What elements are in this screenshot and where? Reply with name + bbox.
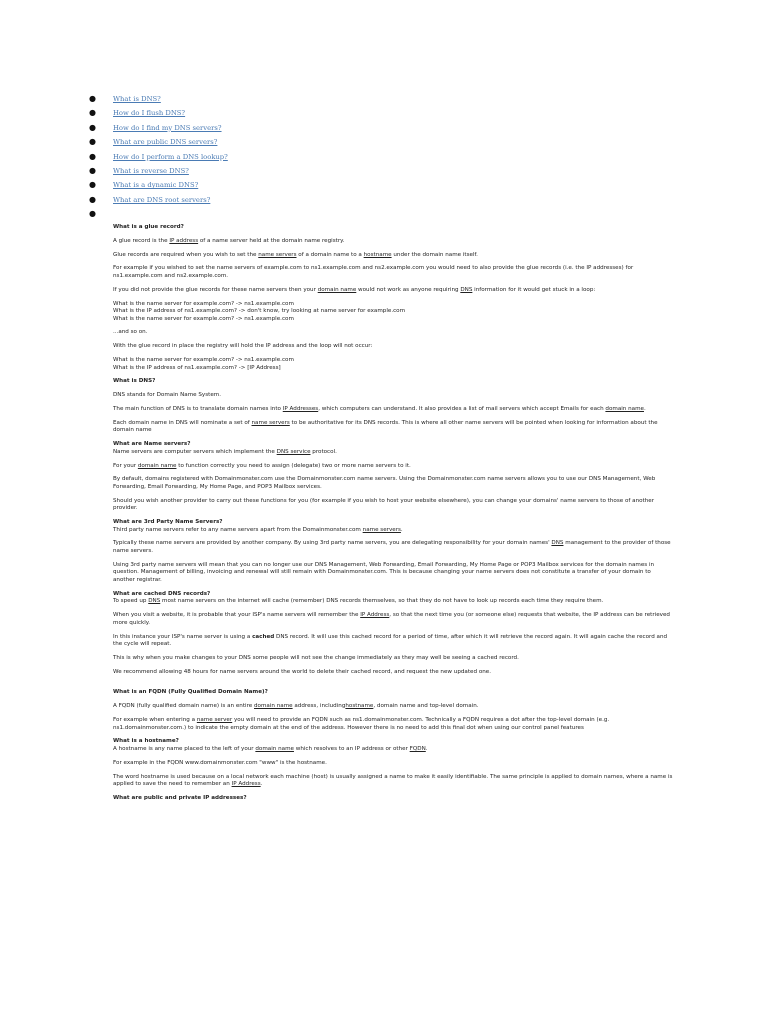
bullet-icon: ● [89,165,96,175]
link-ip-address[interactable]: IP Address [231,781,261,788]
paragraph [113,634,673,649]
text: A glue record is the [113,237,170,244]
bullet-icon: ● [89,94,96,103]
toc-item [86,150,228,164]
toc-item [86,92,228,106]
paragraph: ...and so on. [113,329,148,336]
text: What is the IP address of ns1.example.com? -> [IP Address] [113,364,281,371]
bullet-icon: ● [89,108,96,118]
paragraph: With the glue record in place the registry will hold the IP address and the loop will not occur: [113,343,373,350]
toc-item [86,106,228,120]
toc-link-root-servers[interactable]: What are DNS root servers? [113,195,211,204]
paragraph: Using 3rd party name servers will mean that you can no longer use our DNS Management, Web Forwarding, Email Forwarding, My Home Page or POP3 Mailbox services for the domain names in question. Management of billing, invoicing and renewal will still remain with Domainmonster.com. This is because changing your name servers does not constitute a transfer of your domain to another registrar. [113,561,655,583]
paragraph [113,463,673,471]
heading-public-private-ip: What are public and private IP addresses? [113,794,247,801]
paragraph [113,527,673,535]
paragraph: This is why when you make changes to your DNS some people will not see the change immediately as they may well be seeing a cached record. [113,654,519,661]
toc-item [86,135,228,149]
text: management to the provider of those name servers. [113,540,671,554]
text: . [260,781,263,788]
text: If you did not provide the glue records for these name servers then your [113,286,318,293]
bullet-icon: ● [89,194,96,204]
text: What is the name server for example.com? -> ns1.example.com [113,357,294,364]
toc-item [86,178,228,192]
resolved-example [113,357,673,372]
link-hostname[interactable]: hostname [345,703,374,710]
link-dns[interactable]: DNS [551,540,564,547]
link-domain-name[interactable]: domain name [317,286,357,293]
paragraph: DNS stands for Domain Name System. [113,392,222,399]
text: Glue records are required when you wish to set the [113,251,259,258]
text: The word hostname is used because on a local network each machine (host) is usually assigned a name to make it easily identifiable. The same principle is applied to domain names, where a name is applied to save the need to remember an [113,773,673,788]
text: Third party name servers refer to any name servers apart from the Domainmonster.com [113,526,363,533]
paragraph [113,287,673,295]
heading-cached-dns-records: What are cached DNS records? [113,590,211,597]
link-domain-name[interactable]: domain name [137,462,177,469]
text: , which computers can understand. It also provides a list of mail servers which accept Emails for each [318,405,606,412]
toc-link-what-is-dns[interactable]: What is DNS? [113,95,161,103]
paragraph [113,612,673,627]
link-hostname[interactable]: hostname [363,251,392,258]
bullet-icon: ● [89,209,96,219]
link-ip-address[interactable]: IP Address [360,612,390,619]
text: , so that the next time you (or someone else) requests that website, the IP address can be retrieved more quickly. [113,612,670,626]
toc-link-find-dns-servers[interactable]: How do I find my DNS servers? [113,123,222,132]
link-domain-name[interactable]: domain name [605,405,644,412]
toc-link-public-dns[interactable]: What are public DNS servers? [113,138,218,147]
text: What is the name server for example.com? -> ns1.example.com [113,300,294,307]
loop-example [113,301,673,324]
text: For your [113,462,138,469]
link-ip-address[interactable]: IP address [169,237,199,244]
bold-cached: cached [252,633,275,640]
toc-item [86,207,228,221]
text: under the domain name itself. [391,251,478,258]
link-dns[interactable]: DNS [460,286,473,293]
paragraph: We recommend allowing 48 hours for name servers around the world to delete their cached record, and request the new updated one. [113,668,492,675]
text: would not work as anyone requiring [356,286,461,293]
toc-item [86,164,228,178]
text: information for it would get stuck in a loop: [472,286,596,293]
text: of a name server held at the domain name registry. [198,237,345,244]
link-domain-name[interactable]: domain name [255,745,294,752]
text: . [425,745,428,752]
bullet-icon: ● [89,180,96,190]
toc-link-dns-lookup[interactable]: How do I perform a DNS lookup? [113,152,228,161]
article-content [113,224,673,809]
paragraph: For example in the FQDN www.domainmonster.com "www" is the hostname. [113,759,327,766]
link-name-servers[interactable]: name servers [251,419,290,426]
bullet-icon: ● [89,137,96,147]
heading-what-is-dns: What is DNS? [113,378,156,385]
bullet-icon: ● [89,151,96,161]
text: A hostname is any name placed to the left of your [113,745,256,752]
text: Typically these name servers are provided by another company. By using 3rd party name servers, you are delegating responsibility for your domain names' [113,540,552,547]
paragraph [113,252,673,260]
link-dns[interactable]: DNS [148,598,161,605]
paragraph [113,406,673,414]
text: address, including [292,703,346,710]
text: What is the name server for example.com? -> ns1.example.com [113,315,294,322]
link-dns-service[interactable]: DNS service [276,448,311,455]
paragraph: By default, domains registered with Domainmonster.com use the Domainmonster.com name servers. Using the Domainmonster.com name servers allows you to use our DNS Management, Web Forwarding, Email Forwarding, My Home Page, and POP3 Mailbox services. [113,476,656,490]
bullet-icon: ● [89,122,96,132]
paragraph [113,774,673,789]
text: . [400,526,403,533]
paragraph [113,703,673,711]
text: you will need to provide an FQDN such as ns1.domainmonster.com. Technically a FQDN requires a dot after the top-level domain (e.g. ns1.domainmonster.com.) to indicate the empty domain at the end of the address. However there is no need to add this final dot when using our control panel features [113,717,610,731]
link-fqdn[interactable]: FQDN [409,745,426,752]
text: In this instance your ISP's name server is using a [113,633,253,640]
link-ip-addresses[interactable]: IP Addresses [282,405,319,412]
spacer [113,682,673,689]
heading-glue-record: What is a glue record? [113,224,184,230]
text: For example when entering a [113,717,197,723]
heading-name-servers: What are Name servers? [113,441,191,448]
toc-link-flush-dns[interactable]: How do I flush DNS? [113,109,186,118]
toc-item [86,193,228,207]
heading-third-party-name-servers: What are 3rd Party Name Servers? [113,519,223,526]
heading-fqdn: What is an FQDN (Fully Qualified Domain Name)? [113,689,268,696]
text: to function correctly you need to assign (delegate) two or more name servers to it. [176,462,411,469]
paragraph: Should you wish another provider to carry out these functions for you (for example if you wish to host your website elsewhere), you can change your domains' name servers to those of another provider. [113,497,655,512]
text: . [644,405,646,412]
text: To speed up [113,598,149,605]
text: When you visit a website, it is probable that your ISP's name servers will remember the [113,612,361,619]
toc-list [86,92,228,222]
text: , domain name and top-level domain. [373,703,479,710]
heading-hostname: What is a hostname? [113,738,179,745]
paragraph [113,540,673,555]
paragraph [113,238,673,246]
toc-link-reverse-dns[interactable]: What is reverse DNS? [113,166,189,175]
paragraph [113,746,673,754]
text: A FQDN (fully qualified domain name) is an entire [113,703,254,710]
link-domain-name[interactable]: domain name [254,703,293,710]
text: What is the IP address of ns1.example.com? -> don't know, try looking at name server for example.com [113,308,406,315]
text: to be authoritative for its DNS records. This is where all other name servers will be pointed when looking for information about the domain name [113,419,658,434]
toc-item [86,121,228,135]
paragraph [113,717,673,732]
link-name-servers[interactable]: name servers [258,251,297,258]
toc-link-dynamic-dns[interactable]: What is a dynamic DNS? [113,181,199,190]
text: The main function of DNS is to translate domain names into [113,405,283,412]
paragraph [113,598,673,606]
text: Each domain name in DNS will nominate a set of [113,419,252,426]
text: most name servers on the internet will cache (remember) DNS records themselves, so that they do not have to look up records each time they require them. [160,598,604,605]
paragraph [113,420,673,435]
paragraph [113,449,673,457]
text: Name servers are computer servers which implement the [113,448,277,455]
link-name-server[interactable]: name server [196,717,233,723]
paragraph: For example if you wished to set the name servers of example.com to ns1.example.com and ns2.example.com you would need to also provide the glue records (i.e. the IP addresses) for ns1.example.com and ns2.example.com. [113,265,634,279]
text: of a domain name to a [296,251,364,258]
text: which resolves to an IP address or other [293,745,410,752]
text: DNS record. It will use this cached record for a period of time, after which it will retrieve the record again. It will again cache the record and the cycle will repeat. [113,633,668,648]
link-name-servers[interactable]: name servers [362,526,401,533]
text: protocol. [310,448,337,455]
